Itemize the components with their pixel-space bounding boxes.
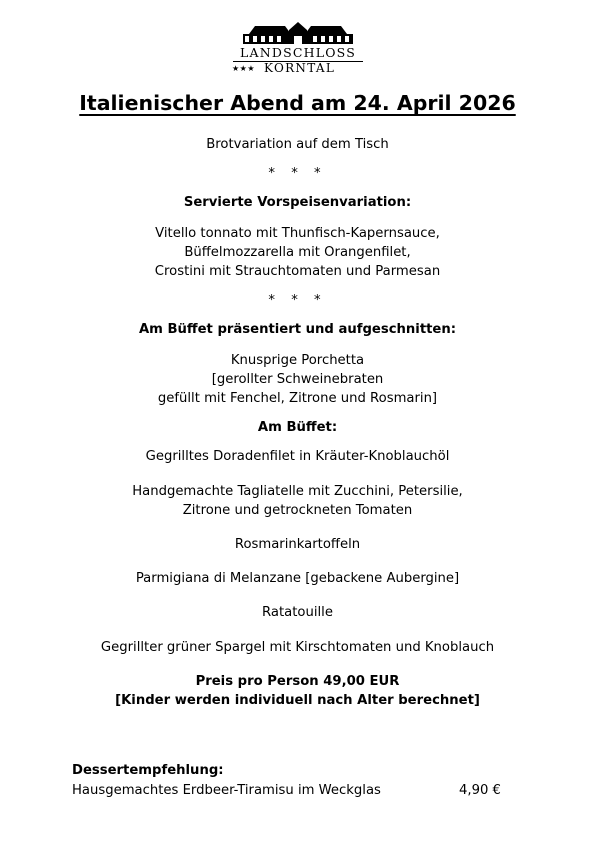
dessert-section [72, 761, 501, 800]
buffet-dish: Rosmarinkartoffeln [234, 537, 361, 553]
logo-subtitle: KORNTAL [264, 61, 336, 75]
buffet-dish: Handgemachte Tagliatelle mit Zucchini, Petersilie, [132, 483, 463, 499]
carving-line: Knusprige Porchetta [230, 352, 365, 368]
buffet-dish: Gegrilltes Doradenfilet in Kräuter-Knoblauchöl [145, 449, 450, 465]
logo-name: LANDSCHLOSS [240, 45, 356, 60]
castle-building-icon [241, 22, 355, 44]
carving-heading: Am Büffet präsentiert und aufgeschnitten: [138, 322, 457, 338]
page-title: Italienischer Abend am 24. April 2026 [79, 91, 516, 115]
carving-line: gefüllt mit Fenchel, Zitrone und Rosmarin] [157, 391, 438, 407]
starter-line: Vitello tonnato mit Thunfisch-Kapernsauce, [155, 225, 440, 241]
buffet-dish: Ratatouille [262, 605, 333, 621]
dessert-heading: Dessertempfehlung: [72, 763, 224, 778]
separator: * * * [268, 293, 327, 309]
price-per-person: Preis pro Person 49,00 EUR [195, 673, 400, 689]
starter-line: Büffelmozzarella mit Orangenfilet, [184, 244, 411, 260]
separator: * * * [268, 166, 327, 182]
starter-line: Crostini mit Strauchtomaten und Parmesan [154, 264, 441, 280]
menu-list [0, 135, 595, 710]
bread-line: Brotvariation auf dem Tisch [206, 137, 389, 152]
price-note: [Kinder werden individuell nach Alter berechnet] [115, 693, 480, 709]
starter-heading: Servierte Vorspeisenvariation: [183, 195, 412, 211]
logo-stars: ★★★ [232, 64, 256, 73]
landschloss-logo [228, 22, 368, 78]
buffet-heading: Am Büffet: [257, 420, 338, 436]
dessert-item: Hausgemachtes Erdbeer-Tiramisu im Weckglas [72, 782, 381, 798]
buffet-dish: Zitrone und getrockneten Tomaten [182, 502, 413, 518]
buffet-dish: Parmigiana di Melanzane [gebackene Aubergine] [135, 571, 460, 587]
carving-line: [gerollter Schweinebraten [211, 371, 384, 387]
dessert-price: 4,90 € [459, 782, 501, 798]
buffet-dish: Gegrillter grüner Spargel mit Kirschtomaten und Knoblauch [100, 639, 495, 655]
